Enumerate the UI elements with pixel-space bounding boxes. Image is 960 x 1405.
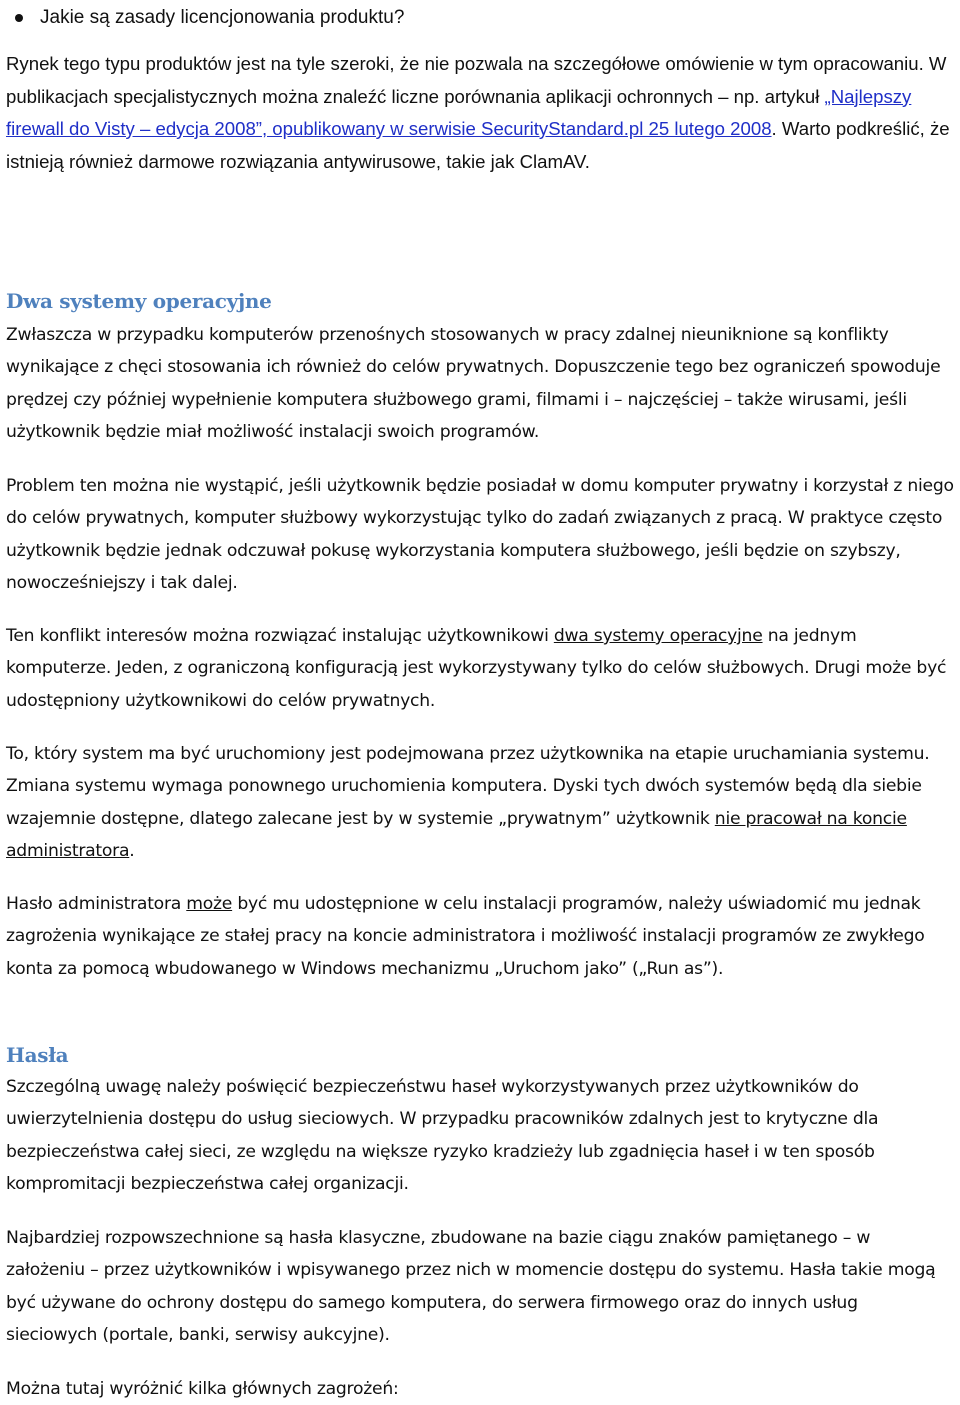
heading-passwords: Hasła — [6, 1043, 69, 1067]
two-os-text-2: na jednym komputerze. Jeden, z ograniczoną konfiguracją jest wykorzystywany tylko do celów służbowych. Drugi może być udostępniony użytkownikowi do celów prywatnych. — [6, 626, 947, 711]
paragraph-two-os — [6, 620, 954, 717]
two-os-underlined: dwa systemy operacyjne — [553, 626, 763, 646]
bullet-icon — [15, 14, 23, 22]
heading-two-systems: Dwa systemy operacyjne — [6, 289, 272, 313]
admin-password-text-1: Hasło administratora — [6, 894, 187, 914]
admin-password-text-2: być mu udostępnione w celu instalacji programów, należy uświadomić mu jednak zagrożenia wynikające ze stałej pracy na koncie administratora i możliwość instalacji programów ze zwykłego konta za pomocą wbudowanego w Windows mechanizmu „Uruchom jako” („Run as”). — [6, 894, 925, 979]
bullet-text: Jakie są zasady licencjonowania produktu? — [40, 7, 405, 28]
system-choice-text-2: . — [129, 840, 135, 861]
bullet-list-item — [40, 2, 940, 34]
paragraph-admin-password — [6, 888, 954, 985]
paragraph-threats-intro: Można tutaj wyróżnić kilka głównych zagrożeń: — [6, 1379, 399, 1399]
paragraph-problem: Problem ten można nie wystąpić, jeśli użytkownik będzie posiadał w domu komputer prywatny i korzystał z niego do celów prywatnych, komputer służbowy wykorzystując tylko do zadań związanych z pracą. W praktyce często użytkownik będzie jednak odczuwał pokusę wykorzystania komputera służbowego, jeśli będzie on szybszy, nowocześniejszy i tak dalej. — [6, 476, 954, 593]
paragraph-conflicts: Zwłaszcza w przypadku komputerów przenośnych stosowanych w pracy zdalnej nieuniknione są konflikty wynikające z chęci stosowania ich również do celów prywatnych. Dopuszczenie tego bez ograniczeń spowoduje prędzej czy później wypełnienie komputera służbowego grami, filmami i – najczęściej – także wirusami, jeśli użytkownik będzie miał możliwość instalacji swoich programów. — [6, 325, 941, 442]
intro-text-1: Rynek tego typu produktów jest na tyle szeroki, że nie pozwala na szczegółowe omówienie w tym opracowaniu. W publikacjach specjalistycznych można znaleźć liczne porównania aplikacji ochronnych – np. artykuł — [6, 53, 947, 107]
intro-paragraph — [6, 48, 954, 178]
article-link[interactable]: „Najlepszy firewall do Visty – edycja 2008”, opublikowany w serwisie SecurityStandard.pl 25 lutego 2008 — [6, 85, 912, 139]
paragraph-system-choice — [6, 738, 954, 867]
system-choice-text-1: To, który system ma być uruchomiony jest podejmowana przez użytkownika na etapie uruchamiania systemu. Zmiana systemu wymaga ponownego uruchomienia komputera. Dyski tych dwóch systemów będą dla siebie wzajemnie dostępne, dlatego zalecane jest by w systemie „prywatnym” użytkownik — [6, 744, 930, 829]
two-os-text-1: Ten konflikt interesów można rozwiązać instalując użytkownikowi — [6, 626, 554, 646]
admin-password-underlined: może — [186, 894, 233, 914]
intro-text-2: . Warto podkreślić, że istnieją również darmowe rozwiązania antywirusowe, takie jak ClamAV. — [6, 118, 950, 172]
paragraph-classic-passwords: Najbardziej rozpowszechnione są hasła klasyczne, zbudowane na bazie ciągu znaków pamiętanego – w założeniu – przez użytkowników i wpisywanego przez nich w momencie dostępu do systemu. Hasła takie mogą być używane do ochrony dostępu do samego komputera, do serwera firmowego oraz do innych usług sieciowych (portale, banki, serwisy aukcyjne). — [6, 1228, 936, 1345]
paragraph-password-security: Szczególną uwagę należy poświęcić bezpieczeństwu haseł wykorzystywanych przez użytkowników do uwierzytelnienia dostępu do usług sieciowych. W przypadku pracowników zdalnych jest to krytyczne dla bezpieczeństwa całej sieci, ze względu na większe ryzyko kradzieży lub zgadnięcia haseł i w ten sposób kompromitacji bezpieczeństwa całej organizacji. — [6, 1077, 879, 1194]
system-choice-underlined: nie pracował na koncie administratora — [6, 808, 907, 861]
